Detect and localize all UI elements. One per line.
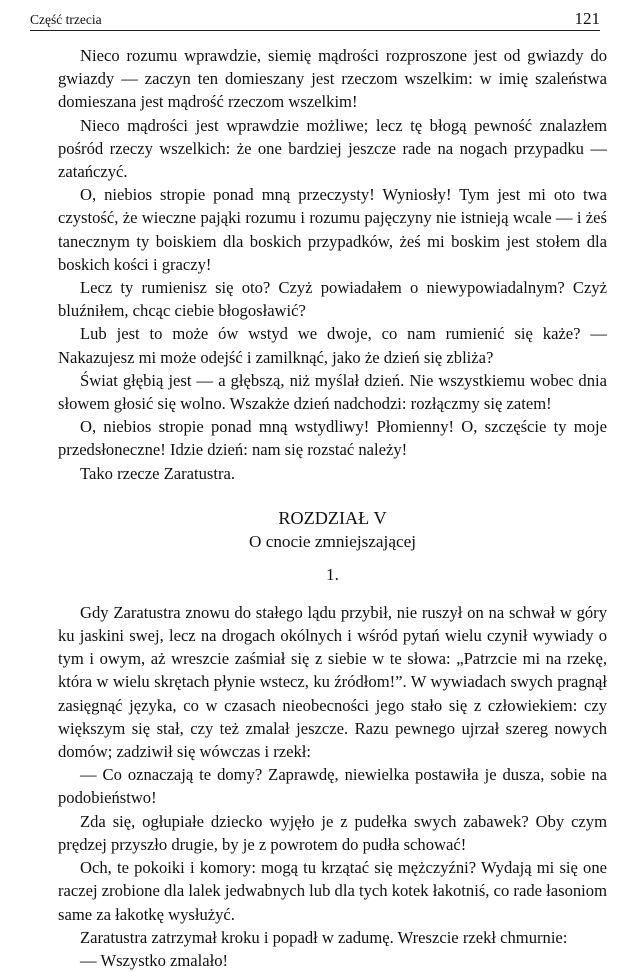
paragraph: Lub jest to może ów wstyd we dwoje, co nam rumienić się każe? — Nakazujesz mi może odejść i zamilknąć, jako że dzień się zbliża? xyxy=(58,324,607,367)
paragraph: O, niebios stropie ponad mną przeczysty! Wyniosły! Tym jest mi oto twa czystość, że wieczne pająki rozumu i rozumu pajęczyny nie istnieją wcale — i żeś tanecznym ty boiskiem dla boskich przypadków, żeś mi boskim jest stołem dla boskich kości i graczy! xyxy=(58,185,607,274)
running-header xyxy=(30,8,600,31)
chapter-subtitle: O cnocie zmniejszającej xyxy=(248,531,416,551)
paragraph: Zaratustra zatrzymał kroku i popadł w zadumę. Wreszcie rzekł chmurnie: xyxy=(80,927,568,947)
text-body xyxy=(58,44,607,972)
paragraph: Tako rzecze Zaratustra. xyxy=(80,463,235,483)
paragraph: Lecz ty rumienisz się oto? Czyż powiadałem o niewypowiadalnym? Czyż bluźniłem, chcąc ciebie błogosławić? xyxy=(58,278,607,321)
page-number: 121 xyxy=(574,9,600,28)
paragraph: Świat głębią jest — a głębszą, niż myślał dzień. Nie wszystkiemu wobec dnia słowem głosić się wolno. Wszakże dzień nadchodzi: rozłączmy się zatem! xyxy=(58,370,607,414)
running-title: Część trzecia xyxy=(30,12,102,27)
paragraph: Och, te pokoiki i komory: mogą tu krzątać się mężczyźni? Wydają mi się one raczej zrobione dla lalek jedwabnych lub dla tych kotek łakotniś, co rade łasoniom same za łakotkę wysłużyć. xyxy=(58,858,607,924)
chapter-title: ROZDZIAŁ V xyxy=(278,507,387,528)
paragraph: Zda się, ogłupiałe dziecko wyjęło je z pudełka swych zabawek? Oby czym prędzej przyszło drugie, by je z powrotem do pudła schować! xyxy=(58,811,607,854)
section-number: 1. xyxy=(326,564,339,584)
paragraph: — Wszystko zmalało! xyxy=(80,950,229,970)
paragraph: Nieco rozumu wprawdzie, siemię mądrości rozproszone jest od gwiazdy do gwiazdy — zaczyn ten domieszany jest rzeczom wszelkim: w imię szaleństwa domieszana jest mądrość rzeczom wszelkim! xyxy=(58,46,607,112)
paragraph: Gdy Zaratustra znowu do stałego lądu przybił, nie ruszył on na schwał w góry ku jaskini swej, lecz na drogach okólnych i wśród pytań wielu czynił wywiady o tym i owym, aż wreszcie zaśmiał się z siebie w te słowa: „Patrzcie mi na rzekę, która w wielu skrętach płynie wstecz, ku źródłom!”. W wywiadach swych pragnął zasięgnąć języka, co w czasach nieobecności jego stało się z człowiekiem: czy większym się stał, czy też zmalał jeszcze. Razu pewnego ujrzał szereg nowych domów; zadziwił się wówczas i rzekł: xyxy=(58,602,607,762)
paragraph: O, niebios stropie ponad mną wstydliwy! Płomienny! O, szczęście ty moje przedsłoneczne! Idzie dzień: nam się rozstać należy! xyxy=(58,417,607,460)
paragraph: Nieco mądrości jest wprawdzie możliwe; lecz tę błogą pewność znalazłem pośród rzeczy wszelkich: że one bardziej jeszcze rade na nogach przypadku — zatańczyć. xyxy=(58,115,607,182)
chapter-heading xyxy=(58,507,607,587)
paragraph: — Co oznaczają te domy? Zaprawdę, niewielka postawiła je dusza, sobie na podobieństwo! xyxy=(58,765,607,808)
